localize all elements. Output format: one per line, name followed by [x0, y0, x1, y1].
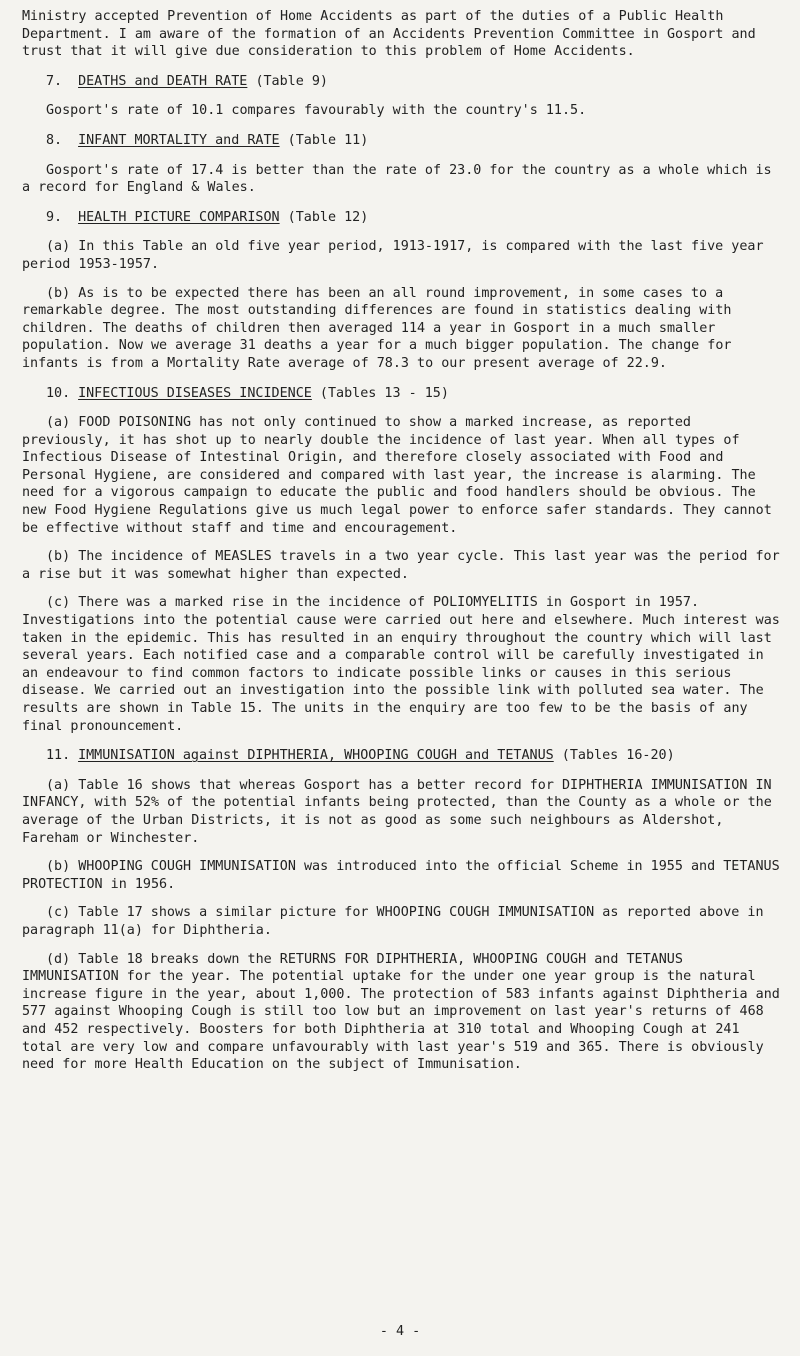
- section-title: HEALTH PICTURE COMPARISON: [78, 209, 280, 225]
- section-11-d: (d) Table 18 breaks down the RETURNS FOR DIPHTHERIA, WHOOPING COUGH and TETANUS IMMUNISATION for the year. The potential uptake for the under one year group is the natural increase figure in the year, about 1,000. The protection of 583 infants against Diphtheria and 577 against Whooping Cough is still too low but an improvement on last year's returns of 468 and 452 respectively. Boosters for both Diphtheria at 310 total and Whooping Cough at 241 total are very low and compare unfavourably with last year's 519 and 365. There is obviously need for more Health Education on the subject of Immunisation.: [22, 951, 780, 1073]
- section-title: INFANT MORTALITY and RATE: [78, 132, 280, 148]
- section-11-c: (c) Table 17 shows a similar picture for WHOOPING COUGH IMMUNISATION as reported above in paragraph 11(a) for Diphtheria.: [22, 905, 764, 938]
- section-11-b: (b) WHOOPING COUGH IMMUNISATION was introduced into the official Scheme in 1955 and TETANUS PROTECTION in 1956.: [22, 859, 780, 892]
- section-9-b: (b) As is to be expected there has been an all round improvement, in some cases to a remarkable degree. The most outstanding differences are found in statistics dealing with children. The deaths of children then averaged 114 a year in Gosport in a much smaller population. Now we average 31 deaths a year for a much bigger population. The change for infants is from a Mortality Rate average of 78.3 to our present average of 22.9.: [22, 285, 732, 371]
- section-title: INFECTIOUS DISEASES INCIDENCE: [78, 385, 312, 401]
- section-10-b: (b) The incidence of MEASLES travels in a two year cycle. This last year was the period for a rise but it was somewhat higher than expected.: [22, 549, 780, 582]
- section-9-heading: [46, 209, 786, 227]
- table-ref: (Tables 16-20): [561, 748, 675, 764]
- section-10-c: (c) There was a marked rise in the incidence of POLIOMYELITIS in Gosport in 1957. Investigations into the potential cause were carried out here and elsewhere. Much interest was taken in the epidemic. This has resulted in an enquiry throughout the country which will last several years. Each notified case and a comparable control will be carefully investigated in an endeavour to find common factors to indicate possible links or causes in this serious disease. We carried out an investigation into the possible link with polluted sea water. The results are shown in Table 15. The units in the enquiry are too few to be the basis of any final pronouncement.: [22, 595, 780, 734]
- section-number: 8.: [46, 132, 63, 148]
- section-7-heading: [46, 73, 786, 91]
- section-7-text: Gosport's rate of 10.1 compares favourably with the country's 11.5.: [46, 103, 587, 119]
- section-title: DEATHS and DEATH RATE: [78, 73, 248, 89]
- section-title: IMMUNISATION against DIPHTHERIA, WHOOPING COUGH and TETANUS: [78, 748, 554, 764]
- table-ref: (Table 12): [287, 209, 369, 225]
- section-number: 10.: [46, 385, 71, 401]
- section-number: 9.: [46, 209, 63, 225]
- table-ref: (Table 11): [287, 132, 369, 148]
- section-11-a: (a) Table 16 shows that whereas Gosport has a better record for DIPHTHERIA IMMUNISATION IN INFANCY, with 52% of the potential infants being protected, than the County as a whole or the average of the Urban Districts, it is not as good as some such neighbours as Aldershot, Fareham or Winchester.: [22, 777, 772, 846]
- section-9-a: (a) In this Table an old five year period, 1913-1917, is compared with the last five year period 1953-1957.: [22, 239, 764, 272]
- section-8-text: Gosport's rate of 17.4 is better than the rate of 23.0 for the country as a whole which is a record for England & Wales.: [22, 162, 772, 196]
- table-ref: (Tables 13 - 15): [319, 385, 449, 401]
- section-10-heading: [46, 385, 786, 403]
- section-10-a: (a) FOOD POISONING has not only continued to show a marked increase, as reported previously, it has shot up to nearly double the incidence of last year. When all types of Infectious Disease of Intestinal Origin, and therefore closely associated with Food and Personal Hygiene, are considered and compared with last year, the increase is alarming. The need for a vigorous campaign to educate the public and food handlers should be obvious. The new Food Hygiene Regulations give us much legal power to enforce safer standards. They cannot be effective without staff and time and encouragement.: [22, 415, 772, 536]
- table-ref: (Table 9): [255, 73, 328, 89]
- section-8-heading: [46, 132, 786, 150]
- section-number: 11.: [46, 748, 71, 764]
- section-number: 7.: [46, 73, 63, 89]
- intro-paragraph: Ministry accepted Prevention of Home Accidents as part of the duties of a Public Health Department. I am aware of the formation of an Accidents Prevention Committee in Gosport and trust that it will give due consideration to this problem of Home Accidents.: [22, 9, 756, 60]
- page-number: - 4 -: [379, 1324, 421, 1339]
- section-11-heading: [46, 747, 786, 765]
